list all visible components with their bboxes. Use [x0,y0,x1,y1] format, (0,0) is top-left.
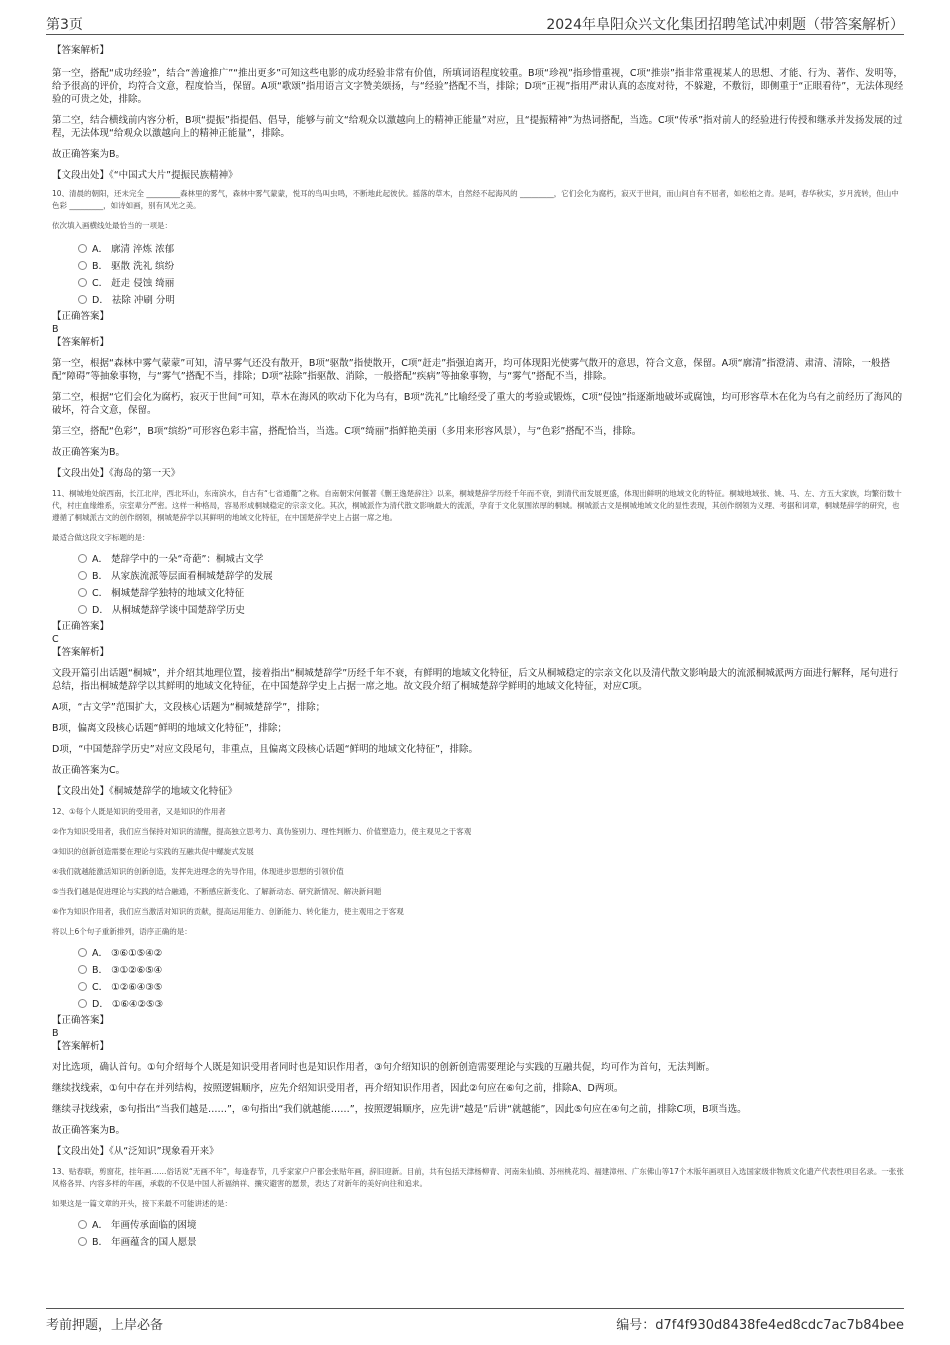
page-footer [46,1308,904,1333]
option-list [52,242,904,310]
radio-icon[interactable] [78,244,87,253]
option-c[interactable]: C． ①②⑥④③⑤ [78,980,904,997]
analysis-paragraph: 第三空，搭配“色彩”，B项“缤纷”可形容色彩丰富，搭配恰当，当选。C项“绮丽”指鲜艳美丽（多用来形容风景），与“色彩”搭配不当，排除。 [52,426,642,437]
answer-label: 【正确答案】 [52,1015,110,1026]
answer-value: B [52,324,59,335]
radio-icon[interactable] [78,571,87,580]
document-code [616,1314,904,1333]
option-list [52,946,904,1014]
analysis-paragraph: 对比选项，确认首句。①句介绍每个人既是知识受用者同时也是知识作用者，③句介绍知识的创新创造需要理论与实践的互融共促，均可作为首句，无法判断。 [52,1062,716,1073]
question-prompt: 将以上6个句子重新排列，语序正确的是： [52,927,192,936]
option-a[interactable]: A． ③⑥①⑤④② [78,946,904,963]
answer-label: 【正确答案】 [52,621,110,632]
analysis-paragraph: B项，偏离文段核心话题“鲜明的地域文化特征”，排除； [52,723,287,734]
analysis-paragraph: 继续寻找线索，⑤句指出“当我们越是……”，④句指出“我们就越能……”，按照逻辑顺序，应先讲“越是”后讲“就越能”，因此⑤句应在④句之前，排除C项，B项当选。 [52,1104,747,1115]
analysis-label: 【答案解析】 [52,337,110,348]
footer-slogan: 考前押题，上岸必备 [46,1318,164,1333]
analysis-conclusion: 故正确答案为C。 [52,765,126,776]
analysis-paragraph: A项，“古文学”范围扩大，文段核心话题为“桐城楚辞学”，排除； [52,702,326,713]
question-prompt: 最适合做这段文字标题的是： [52,533,150,542]
radio-icon[interactable] [78,948,87,957]
option-d[interactable]: D． 祛除 冲刷 分明 [78,293,904,310]
analysis-paragraph: 第二空，根据“它们会化为腐朽，寂灭于世间”可知，草木在海风的吹动下化为乌有，B项“洗礼”比喻经受了重大的考验或锻炼，C项“侵蚀”指逐渐地破坏或腐蚀，均可形容草木在化为乌有之前经历了海风的破坏，符合文意，保留。 [52,392,903,416]
option-b[interactable]: B． 驱散 洗礼 缤纷 [78,259,904,276]
question-prompt: 如果这是一篇文章的开头，接下来最不可能讲述的是： [52,1199,232,1208]
analysis-paragraph: 文段开篇引出话题“桐城”，并介绍其地理位置，接着指出“桐城楚辞学”历经千年不衰，有鲜明的地域文化特征，后文从桐城稳定的宗亲文化以及清代散文影响最大的流派桐城派两方面进行解释，尾句进行总结，指出桐城楚辞学以其鲜明的地域文化特征，在中国楚辞学史上占据一席之地。故文段介绍了桐城楚辞学鲜明的地域文化特征，对应C项。 [52,668,899,692]
question-stem: 11、桐城地处皖西南，长江北岸，西北环山，东南滨水，自古有“七省通衢”之称。自南朝宋何偃著《删王逸楚辞注》以来，桐城楚辞学历经千年而不衰，到清代而发展更盛，体现出鲜明的地域文化的特征。桐城地域张、姚、马、左、方五大家族，均繁衍数十代，村庄血缘维系，宗室辈分严密。这样一种格局，容易形成桐城稳定的宗亲文化。其次，桐城派作为清代散文影响最大的流派，孕育于文化氛围浓厚的桐城。桐城派古文是桐城地域文化的显性表现，其创作纲领为义理、考据和词章，桐城楚辞学的研究，也遵循了桐城派古文的创作纲领，桐城楚辞学以其鲜明的地域文化特征，在中国楚辞学史上占据一席之地。 [52,489,902,522]
analysis-conclusion: 故正确答案为B。 [52,1125,126,1136]
analysis-label: 【答案解析】 [52,647,110,658]
option-c[interactable]: C． 桐城楚辞学独特的地域文化特征 [78,586,904,603]
statement: ③知识的创新创造需要在理论与实践的互融共促中螺旋式发展 [52,847,254,856]
page-header [46,10,904,35]
radio-icon[interactable] [78,554,87,563]
analysis-paragraph: 第一空，搭配“成功经验”，结合“善逾推广”“推出更多”可知这些电影的成功经验非常有价值，所填词语程度较重。B项“珍视”指珍惜重视，C项“推崇”指非常重视某人的思想、才能、行为、著作、发明等，给予很高的评价，均符合文意，程度恰当，保留。A项“歌颂”指用语言文字赞美颂扬，与“经验”搭配不当，排除；D项“正视”指用严肃认真的态度对待，不躲避，不敷衍，即侧重于“正眼看待”，无法体现经验的可贵之处，排除。 [52,68,904,105]
source-note: 【文段出处】《从“泛知识”现象看开来》 [52,1146,219,1157]
page-number: 第3页 [46,17,83,33]
question-stem: 13、贴春联，剪窗花，挂年画……俗话说“无画不年”，每逢春节，几乎家家户户都会张贴年画，辞旧迎新。目前，共有包括天津杨柳青、河南朱仙镇、苏州桃花坞、福建漳州、广东佛山等17个木版年画项目入选国家级非物质文化遗产代表性项目名录。一张张风格各异、内容多样的年画，承载的不仅是中国人祈福纳祥、攘灾避害的愿景，表达了对新年的美好向往和追求。 [52,1167,904,1188]
analysis-conclusion: 故正确答案为B。 [52,447,126,458]
page-content [52,44,904,1252]
radio-icon[interactable] [78,1220,87,1229]
statement: ④我们就越能激活知识的创新创造，发挥先进理念的先导作用，体现进步思想的引领价值 [52,867,344,876]
source-note: 【文段出处】《“中国式大片”提振民族精神》 [52,170,238,181]
source-note: 【文段出处】《桐城楚辞学的地域文化特征》 [52,786,238,797]
answer-value: C [52,634,59,645]
radio-icon[interactable] [78,588,87,597]
statement: 12、①每个人既是知识的受用者，又是知识的作用者 [52,807,226,816]
option-b[interactable]: B． ③①②⑥⑤④ [78,963,904,980]
option-d[interactable]: D． 从桐城楚辞学谈中国楚辞学历史 [78,603,904,620]
document-code-label: 编号： [616,1318,656,1333]
radio-icon[interactable] [78,278,87,287]
source-note: 【文段出处】《海岛的第一天》 [52,468,181,479]
option-d[interactable]: D． ①⑥④②⑤③ [78,997,904,1014]
radio-icon[interactable] [78,1237,87,1246]
analysis-paragraph: 第一空，根据“森林中雾气蒙蒙”可知，清早雾气还没有散开，B项“驱散”指使散开，C项“赶走”指强迫离开，均可体现阳光使雾气散开的意思，符合文意，保留。A项“廓清”指澄清、肃清、清除，一般搭配“障碍”等抽象事物，与“雾气”搭配不当，排除；D项“祛除”指驱散、消除，一般搭配“疾病”等抽象事物，与“雾气”搭配不当，排除。 [52,358,891,382]
option-c[interactable]: C． 赶走 侵蚀 绮丽 [78,276,904,293]
document-title: 2024年阜阳众兴文化集团招聘笔试冲刺题（带答案解析） [546,17,904,33]
analysis-paragraph: 第二空，结合横线前内容分析，B项“提振”指提倡、倡导，能够与前文“给观众以激越向上的精神正能量”对应，且“提振精神”为热词搭配，当选。C项“传承”指对前人的经验进行传授和继承并发扬发展的过程，无法体现“给观众以激越向上的精神正能量”，排除。 [52,115,903,139]
option-a[interactable]: A． 年画传承面临的困境 [78,1218,904,1235]
option-b[interactable]: B． 年画蕴含的国人愿景 [78,1235,904,1252]
radio-icon[interactable] [78,999,87,1008]
radio-icon[interactable] [78,295,87,304]
option-a[interactable]: A． 廓清 淬炼 浓郁 [78,242,904,259]
radio-icon[interactable] [78,965,87,974]
analysis-label: 【答案解析】 [52,45,110,56]
statement: ②作为知识受用者，我们应当保持对知识的清醒，提高独立思考力、真伪鉴别力、理性判断力、价值塑造力，使主观见之于客观 [52,827,472,836]
statement: ⑥作为知识作用者，我们应当激活对知识的贡献，提高运用能力、创新能力、转化能力，使主观用之于客观 [52,907,404,916]
question-stem: 10、清晨的朝阳，还未完全 _________森林里的雾气，森林中雾气蒙蒙，悦耳的鸟叫虫鸣，不断地此起彼伏。摇落的草木，自然经不起海风的 _________，它们会化为腐朽，寂灭于世间，而山间自有不屈者，如松柏之青。是呵，春华秋实，岁月流转，但山中色彩 _________，如诗如画，别有风光之美。 [52,189,899,210]
question-prompt: 依次填入画横线处最恰当的一项是： [52,221,172,230]
option-list [52,552,904,620]
analysis-label: 【答案解析】 [52,1041,110,1052]
answer-value: B [52,1028,59,1039]
statement: ⑤当我们越是促进理论与实践的结合融通，不断感应新变化、了解新动态、研究新情况、解决新问题 [52,887,382,896]
radio-icon[interactable] [78,261,87,270]
option-b[interactable]: B． 从家族流派等层面看桐城楚辞学的发展 [78,569,904,586]
answer-label: 【正确答案】 [52,311,110,322]
analysis-paragraph: D项，“中国楚辞学历史”对应文段尾句，非重点，且偏离文段核心话题“鲜明的地域文化特征”，排除。 [52,744,479,755]
analysis-conclusion: 故正确答案为B。 [52,149,126,160]
radio-icon[interactable] [78,982,87,991]
radio-icon[interactable] [78,605,87,614]
document-code-value: d7f4f930d8438fe4ed8cdc7ac7b84bee [655,1318,904,1333]
option-list [52,1218,904,1252]
analysis-paragraph: 继续找线索，①句中存在并列结构，按照逻辑顺序，应先介绍知识受用者，再介绍知识作用者，因此②句应在⑥句之前，排除A、D两项。 [52,1083,624,1094]
option-a[interactable]: A． 楚辞学中的一朵“奇葩”：桐城古文学 [78,552,904,569]
